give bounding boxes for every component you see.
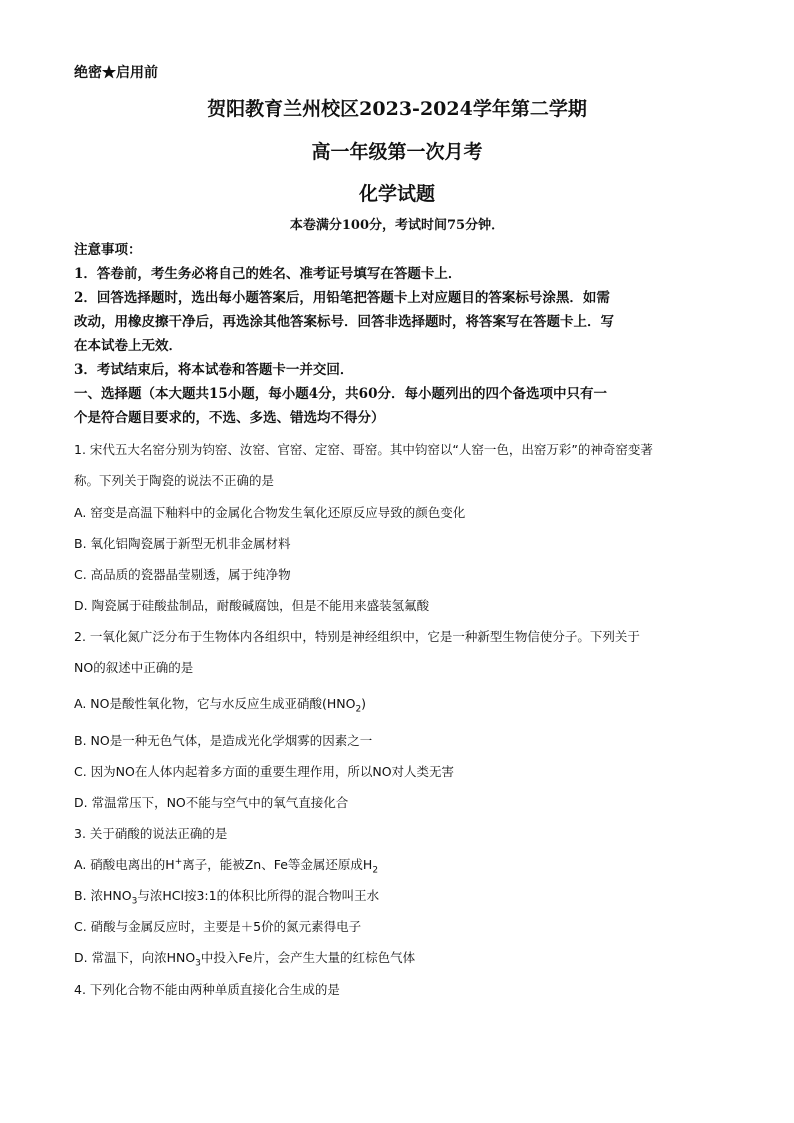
q3-option-b — [74, 886, 379, 907]
q1-option-c: C. 高品质的瓷器晶莹剔透，属于纯净物 — [74, 567, 291, 582]
q3-option-d-end: 中投入Fe片，会产生大量的红棕色气体 — [200, 950, 416, 965]
note-item: 1．答卷前，考生务必将自己的姓名、准考证号填写在答题卡上． — [74, 266, 462, 282]
q3-option-a-text: A. 硝酸电离出的H — [74, 857, 175, 872]
q3-option-a — [74, 855, 378, 876]
q2-option-a-subscript: 2 — [355, 704, 362, 715]
exam-title-line1: 贺阳教育兰州校区2023-2024学年第二学期 — [207, 98, 587, 120]
secret-label: 绝密★启用前 — [74, 65, 158, 81]
exam-title-line2: 高一年级第一次月考 — [311, 141, 483, 163]
q3-option-b-end: 与浓HCl按3:1的体积比所得的混合物叫王水 — [137, 888, 380, 903]
note-item: 2．回答选择题时，选出每小题答案后，用铅笔把答题卡上对应题目的答案标号涂黑．如需 — [74, 290, 610, 306]
q1-stem-line1: 1. 宋代五大名窑分别为钧窑、汝窑、官窑、定窑、哥窑。其中钧窑以“人窑一色，出窑万彩”的神奇窑变著 — [74, 442, 653, 457]
q2-option-a-text: A. NO是酸性氧化物，它与水反应生成亚硝酸(HNO — [74, 696, 356, 711]
notes-heading: 注意事项： — [74, 242, 142, 258]
q3-option-a-mid: 离子，能被Zn、Fe等金属还原成H — [182, 857, 373, 872]
q1-option-b: B. 氧化铝陶瓷属于新型无机非金属材料 — [74, 536, 291, 551]
q3-option-d — [74, 948, 415, 969]
q3-stem: 3. 关于硝酸的说法正确的是 — [74, 826, 228, 841]
q2-option-a-end: ) — [361, 696, 367, 711]
q2-option-a — [74, 694, 366, 715]
q4-stem: 4. 下列化合物不能由两种单质直接化合生成的是 — [74, 982, 340, 997]
q3-option-d-subscript: 3 — [195, 958, 201, 969]
q2-option-b: B. NO是一种无色气体，是造成光化学烟雾的因素之一 — [74, 733, 373, 748]
q3-option-c: C. 硝酸与金属反应时，主要是＋5价的氮元素得电子 — [74, 919, 362, 934]
section-heading-line2: 个是符合题目要求的，不选、多选、错选均不得分） — [74, 410, 385, 426]
section-heading-line1: 一、选择题（本大题共15小题，每小题4分，共60分．每小题列出的四个备选项中只有一 — [74, 386, 607, 402]
exam-subject-title: 化学试题 — [358, 183, 435, 205]
note-item: 在本试卷上无效． — [74, 338, 182, 354]
q2-stem-line2: NO的叙述中正确的是 — [74, 660, 194, 675]
q1-option-a: A. 窑变是高温下釉料中的金属化合物发生氧化还原反应导致的颜色变化 — [74, 505, 466, 520]
q3-option-d-text: D. 常温下，向浓HNO — [74, 950, 196, 965]
q3-option-b-subscript: 3 — [131, 896, 138, 907]
q3-option-b-text: B. 浓HNO — [74, 888, 132, 903]
notes-section — [74, 238, 726, 430]
q2-stem-line1: 2. 一氧化氮广泛分布于生物体内各组织中，特别是神经组织中，它是一种新型生物信使分子。下列关于 — [74, 629, 640, 644]
exam-info: 本卷满分100分，考试时间75分钟． — [289, 218, 505, 233]
q1-stem-line2: 称。下列关于陶瓷的说法不正确的是 — [74, 473, 275, 488]
q3-option-a-superscript: + — [174, 856, 183, 867]
q2-option-c: C. 因为NO在人体内起着多方面的重要生理作用，所以NO对人类无害 — [74, 764, 455, 779]
q1-option-d: D. 陶瓷属于硅酸盐制品，耐酸碱腐蚀，但是不能用来盛装氢氟酸 — [74, 598, 430, 613]
note-item: 改动，用橡皮擦干净后，再选涂其他答案标号．回答非选择题时，将答案写在答题卡上．写 — [74, 314, 614, 330]
q2-option-d: D. 常温常压下，NO不能与空气中的氧气直接化合 — [74, 795, 349, 810]
note-item: 3．考试结束后，将本试卷和答题卡一并交回． — [74, 362, 354, 378]
q3-option-a-subscript: 2 — [372, 865, 379, 876]
